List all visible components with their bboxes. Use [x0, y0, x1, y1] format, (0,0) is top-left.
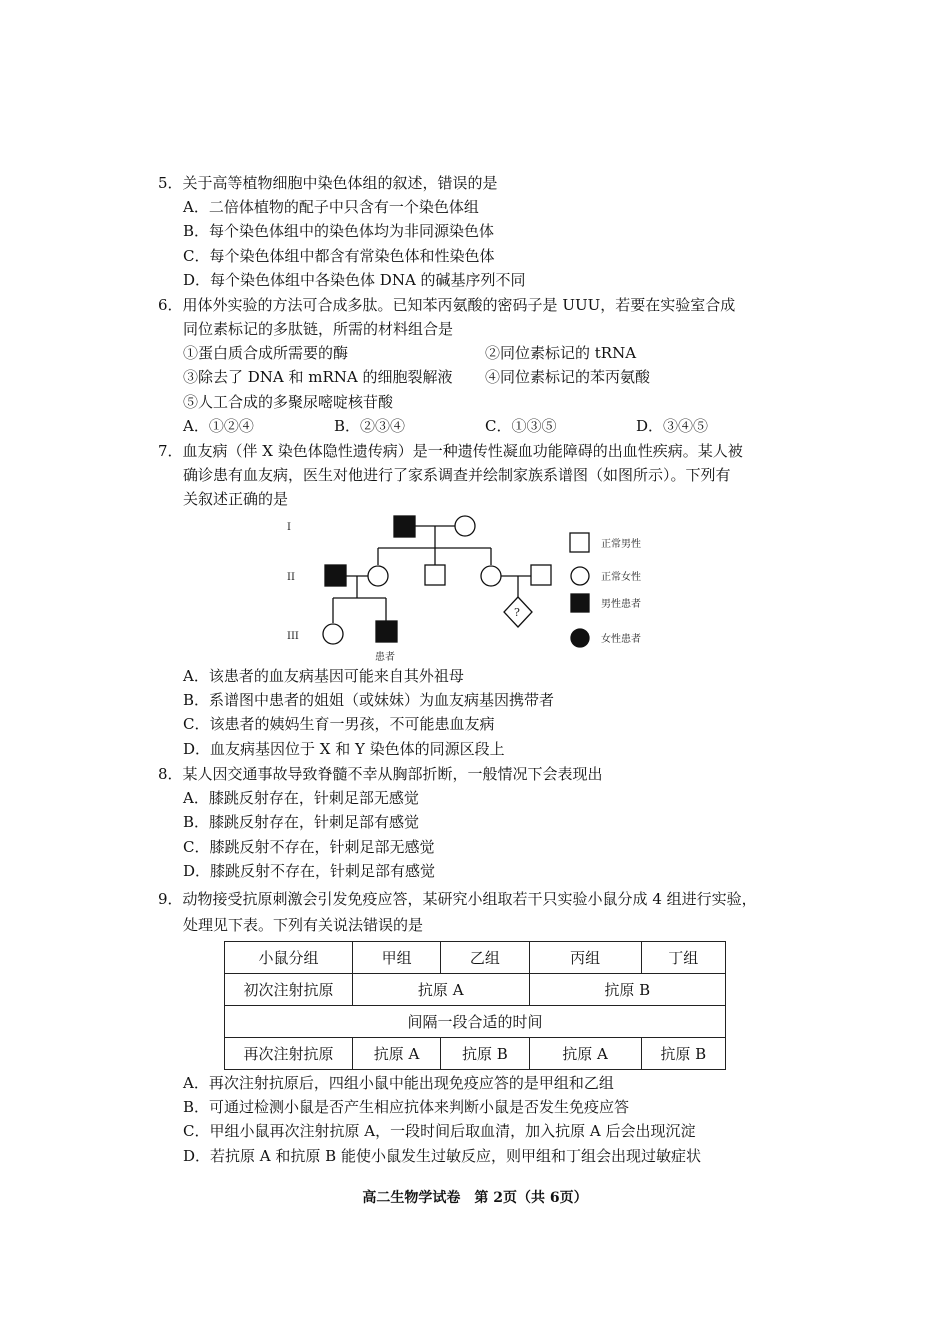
- q8-option-a: A．膝跳反射存在，针刺足部无感觉: [183, 789, 419, 807]
- table-header-cell: 乙组: [441, 942, 529, 974]
- gen2-male-normal: [425, 565, 445, 585]
- table-row-second-injection: [225, 1038, 726, 1070]
- q6-material-1: ①蛋白质合成所需要的酶: [183, 344, 349, 362]
- q5-stem: 5．关于高等植物细胞中染色体组的叙述，错误的是: [158, 174, 498, 192]
- q7-option-c: C．该患者的姨妈生育一男孩，不可能患血友病: [183, 715, 495, 733]
- q5-option-a: A．二倍体植物的配子中只含有一个染色体组: [183, 198, 479, 216]
- generation-label-3: III: [287, 631, 299, 642]
- generation-label-2: II: [287, 572, 295, 583]
- q9-option-d: D．若抗原 A 和抗原 B 能使小鼠发生过敏反应，则甲组和丁组会出现过敏症状: [183, 1147, 701, 1165]
- patient-label: 患者: [375, 652, 395, 662]
- q5-option-b: B．每个染色体组中的染色体均为非同源染色体: [183, 222, 495, 240]
- q7-option-d: D．血友病基因位于 X 和 Y 染色体的同源区段上: [183, 740, 505, 758]
- legend-affected-female: 女性患者: [601, 634, 641, 645]
- q6-option-a: A．①②④: [183, 417, 254, 435]
- gen1-male-affected: [394, 516, 415, 537]
- q7-stem-line3: 关叙述正确的是: [183, 490, 289, 508]
- pedigree-chart: [283, 510, 673, 662]
- gen1-female-normal: [455, 516, 475, 536]
- gen2-female-normal-mother: [368, 566, 388, 586]
- gen2-male-affected: [325, 565, 346, 586]
- legend-affected-female-symbol: [571, 629, 589, 647]
- page-footer: 高二生物学试卷 第 2页（共 6页）: [362, 1190, 588, 1206]
- table-cell: 抗原 A: [352, 974, 529, 1006]
- table-header-cell: 丙组: [529, 942, 641, 974]
- q6-material-4: ④同位素标记的苯丙氨酸: [485, 368, 651, 386]
- table-cell: 抗原 A: [352, 1038, 440, 1070]
- gen2-male-normal-aunt-spouse: [531, 565, 551, 585]
- q5-option-c: C．每个染色体组中都含有常染色体和性染色体: [183, 247, 495, 265]
- legend-normal-female: 正常女性: [601, 572, 641, 583]
- table-cell: 间隔一段合适的时间: [225, 1006, 726, 1038]
- gen2-female-normal-aunt: [481, 566, 501, 586]
- q9-option-b: B．可通过检测小鼠是否产生相应抗体来判断小鼠是否发生免疫应答: [183, 1098, 630, 1116]
- experiment-table: [224, 941, 726, 1070]
- q6-option-c: C．①③⑤: [485, 417, 557, 435]
- q8-stem: 8．某人因交通事故导致脊髓不幸从胸部折断，一般情况下会表现出: [158, 765, 603, 783]
- table-row-first-injection: [225, 974, 726, 1006]
- q8-option-c: C．膝跳反射不存在，针刺足部无感觉: [183, 838, 435, 856]
- q6-material-2: ②同位素标记的 tRNA: [485, 344, 637, 362]
- gen3-male-affected-patient: [376, 621, 397, 642]
- table-cell: 抗原 B: [441, 1038, 529, 1070]
- legend-normal-male-symbol: [570, 533, 589, 552]
- table-header-cell: 甲组: [352, 942, 440, 974]
- gen3-female-normal-sister: [323, 624, 343, 644]
- q9-stem-line2: 处理见下表。下列有关说法错误的是: [183, 916, 424, 934]
- q6-material-3: ③除去了 DNA 和 mRNA 的细胞裂解液: [183, 368, 453, 386]
- q9-stem-line1: 9．动物接受抗原刺激会引发免疫应答，某研究小组取若干只实验小鼠分成 4 组进行实验，: [158, 890, 757, 908]
- q6-option-b: B．②③④: [334, 417, 406, 435]
- table-header-cell: 丁组: [641, 942, 725, 974]
- table-cell: 抗原 B: [529, 974, 725, 1006]
- q5-option-d: D．每个染色体组中各染色体 DNA 的碱基序列不同: [183, 271, 526, 289]
- legend-affected-male-symbol: [571, 594, 589, 612]
- table-cell: 抗原 B: [641, 1038, 725, 1070]
- table-cell: 抗原 A: [529, 1038, 641, 1070]
- generation-label-1: I: [287, 522, 291, 533]
- legend-normal-male: 正常男性: [601, 539, 641, 550]
- q6-stem-line2: 同位素标记的多肽链，所需的材料组合是: [183, 320, 454, 338]
- q9-option-a: A．再次注射抗原后，四组小鼠中能出现免疫应答的是甲组和乙组: [183, 1074, 614, 1092]
- table-row-label: 再次注射抗原: [225, 1038, 353, 1070]
- table-row-interval: [225, 1006, 726, 1038]
- table-header-row: [225, 942, 726, 974]
- q7-stem-line1: 7．血友病（伴 X 染色体隐性遗传病）是一种遗传性凝血功能障碍的出血性疾病。某人被: [158, 442, 743, 460]
- q7-option-b: B．系谱图中患者的姐姐（或妹妹）为血友病基因携带者: [183, 691, 555, 709]
- q6-option-d: D．③④⑤: [636, 417, 709, 435]
- unknown-mark: ?: [514, 606, 520, 619]
- table-header-cell: 小鼠分组: [225, 942, 353, 974]
- q8-option-b: B．膝跳反射存在，针刺足部有感觉: [183, 813, 420, 831]
- q9-option-c: C．甲组小鼠再次注射抗原 A，一段时间后取血清，加入抗原 A 后会出现沉淀: [183, 1122, 696, 1140]
- legend-affected-male: 男性患者: [601, 599, 641, 610]
- q6-stem-line1: 6．用体外实验的方法可合成多肽。已知苯丙氨酸的密码子是 UUU，若要在实验室合成: [158, 296, 736, 314]
- q7-option-a: A．该患者的血友病基因可能来自其外祖母: [183, 667, 464, 685]
- table-row-label: 初次注射抗原: [225, 974, 353, 1006]
- q8-option-d: D．膝跳反射不存在，针刺足部有感觉: [183, 862, 436, 880]
- q6-material-5: ⑤人工合成的多聚尿嘧啶核苷酸: [183, 393, 394, 411]
- q7-stem-line2: 确诊患有血友病，医生对他进行了家系调查并绘制家族系谱图（如图所示）。下列有: [183, 466, 731, 484]
- legend-normal-female-symbol: [571, 567, 589, 585]
